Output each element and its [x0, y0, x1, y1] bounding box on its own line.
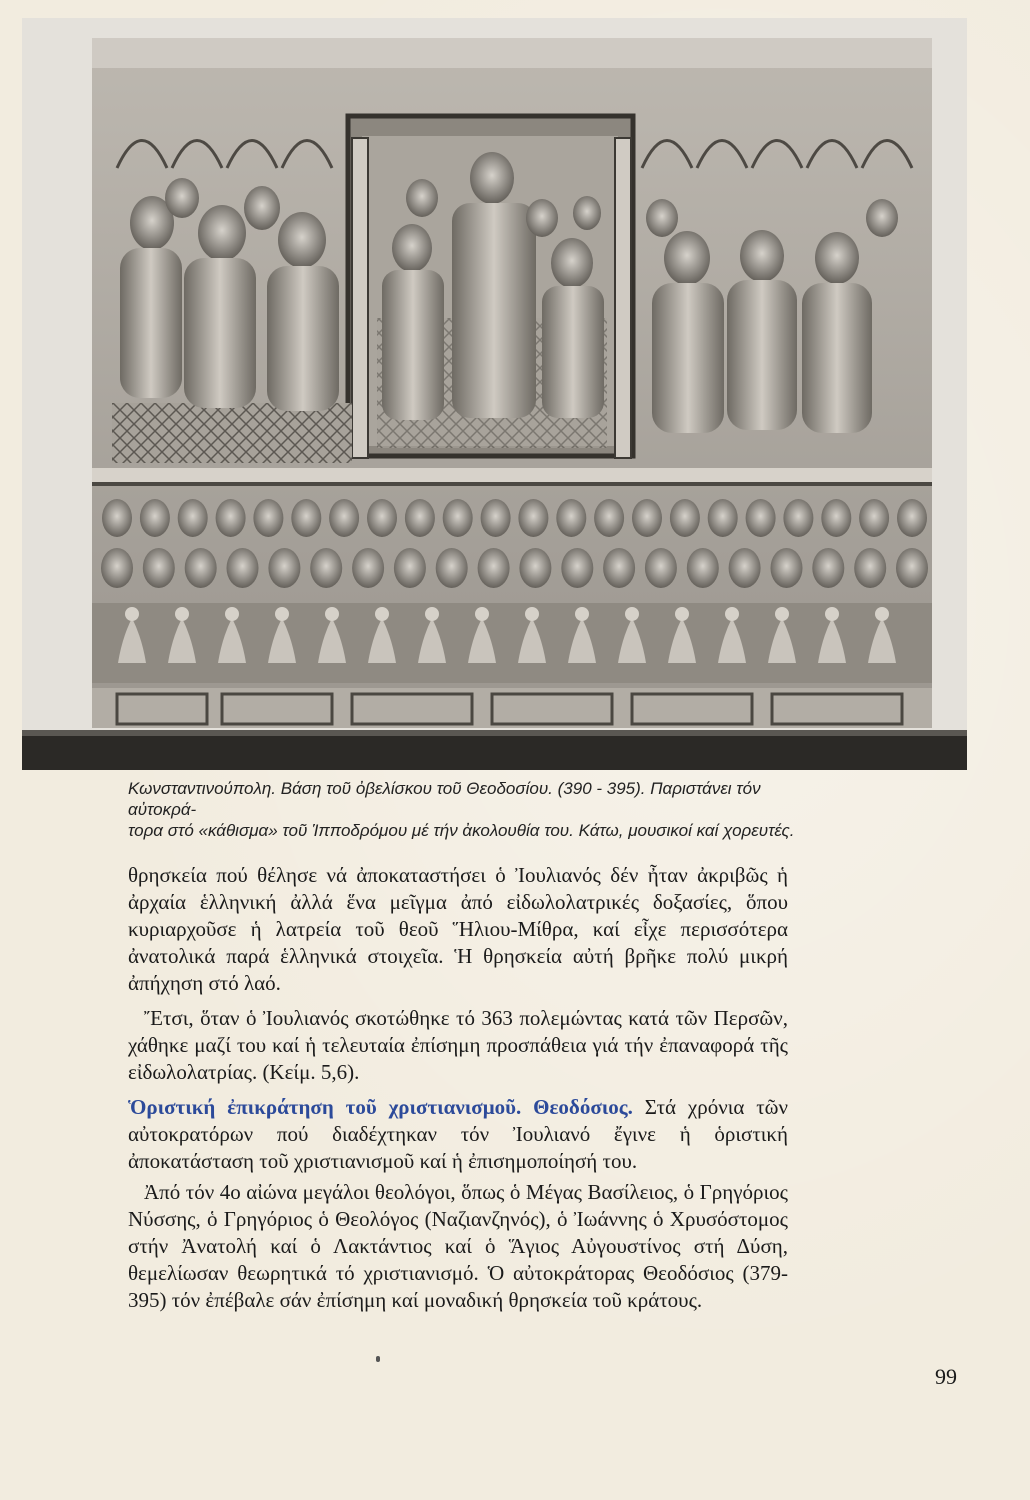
caption-line-1: Κωνσταντινούπολη. Βάση τοῦ ὀβελίσκου τοῦ Θεοδοσίου. (390 - 395). Παριστάνει τόν αὐτοκρά- [128, 779, 761, 819]
relief-head [687, 548, 719, 588]
relief-dancer-head [225, 607, 239, 621]
paragraph-4: Ἀπό τόν 4ο αἰώνα μεγάλοι θεολόγοι, ὅπως ὁ Μέγας Βασίλειος, ὁ Γρηγόριος Νύσσης, ὁ Γρηγόριος ὁ Θεολόγος (Ναζιανζηνός), ὁ Ἰωάννης ὁ Χρυσόστομος στήν Ἀνατολή καί ὁ Λακτάντιος καί ὁ Ἅγιος Αὐγουστίνος στή Δύση, θεμελίωσαν θεωρητικά τό χριστιανισμό. Ὁ αὐτοκράτορας Θεοδόσιος (379-395) τόν ἐπέβαλε σάν ἐπίσημη καί μοναδική θρησκεία τοῦ κράτους. [128, 1180, 788, 1312]
photo-caption [128, 778, 798, 841]
section-heading: Ὁριστική ἐπικράτηση τοῦ χριστιανισμοῦ. Θεοδόσιος. [128, 1095, 633, 1119]
relief-head [443, 499, 473, 537]
relief-head [329, 499, 359, 537]
relief-head [561, 548, 593, 588]
relief-head [603, 548, 635, 588]
relief-head [854, 548, 886, 588]
caption-line-2: τορα στό «κάθισμα» τοῦ Ἱπποδρόμου μέ τήν ἀκολουθία του. Κάτω, μουσικοί καί χορευτές. [128, 821, 795, 840]
relief-head [812, 548, 844, 588]
relief-dancer-head [725, 607, 739, 621]
relief-head [896, 548, 928, 588]
relief-head [746, 499, 776, 537]
paragraph-1: θρησκεία πού θέλησε νά ἀποκαταστήσει ὁ Ἰουλιανός δέν ἦταν ἀκριβῶς ἡ ἀρχαία ἑλληνική ἀλλά ἕνα μεῖγμα ἀπό εἰδωλολατρικές δοξασίες, ὅπου κυριαρχοῦσε ἡ λατρεία τοῦ θεοῦ Ἥλιου-Μίθρα, καί εἶχε περισσότερα ἀνατολικά παρά ἑλληνικά στοιχεῖα. Ἡ θρησκεία αὐτή βρῆκε πολύ μικρή ἀπήχηση στό λαό. [128, 863, 788, 995]
relief-head [185, 548, 217, 588]
paragraph-3 [128, 1094, 788, 1175]
relief-head [519, 548, 551, 588]
relief-dancer-head [325, 607, 339, 621]
ink-speck [376, 1356, 380, 1362]
relief-head [478, 548, 510, 588]
paragraph-2: Ἔτσι, ὅταν ὁ Ἰουλιανός σκοτώθηκε τό 363 πολεμώντας κατά τῶν Περσῶν, χάθηκε μαζί του καί ἡ τελευταία ἐπίσημη προσπάθεια γιά τήν ἐπαναφορά τῆς εἰδωλολατρίας. (Κείμ. 5,6). [128, 1006, 788, 1084]
relief-dancer-head [375, 607, 389, 621]
relief-head [227, 548, 259, 588]
relief-head [405, 499, 435, 537]
relief-head [670, 499, 700, 537]
relief-photograph [22, 18, 967, 770]
relief-head [310, 548, 342, 588]
relief-head [821, 499, 851, 537]
relief-dancer-head [625, 607, 639, 621]
relief-head [594, 499, 624, 537]
relief-dancer-head [525, 607, 539, 621]
relief-dancer-head [275, 607, 289, 621]
relief-head [140, 499, 170, 537]
relief-dancer-head [175, 607, 189, 621]
relief-head [102, 499, 132, 537]
relief-head [481, 499, 511, 537]
relief-head [101, 548, 133, 588]
relief-dancer-head [425, 607, 439, 621]
relief-dancer-head [575, 607, 589, 621]
relief-head [897, 499, 927, 537]
relief-dancer-head [125, 607, 139, 621]
relief-head [394, 548, 426, 588]
relief-head [352, 548, 384, 588]
body-text [128, 862, 788, 1314]
relief-dancer-head [775, 607, 789, 621]
page-number: 99 [935, 1364, 957, 1389]
relief-head [859, 499, 889, 537]
relief-dancer-head [675, 607, 689, 621]
relief-dancer-head [825, 607, 839, 621]
obelisk-base-relief-image [22, 18, 967, 770]
relief-head [632, 499, 662, 537]
relief-head [783, 499, 813, 537]
relief-dancer-head [475, 607, 489, 621]
relief-head [518, 499, 548, 537]
relief-head [253, 499, 283, 537]
relief-head [645, 548, 677, 588]
relief-dancer-head [875, 607, 889, 621]
relief-head [216, 499, 246, 537]
relief-head [771, 548, 803, 588]
relief-head [178, 499, 208, 537]
relief-head [436, 548, 468, 588]
relief-head [708, 499, 738, 537]
relief-head [143, 548, 175, 588]
paragraph-3-body: Στά χρόνια τῶν αὐτοκρατόρων πού διαδέχτηκαν τόν Ἰουλιανό ἔγινε ἡ ὁριστική ἀποκατάσταση τοῦ χριστιανισμοῦ καί ἡ ἐπισημοποίησή του. [128, 1095, 788, 1173]
relief-head [556, 499, 586, 537]
relief-head [291, 499, 321, 537]
relief-head [268, 548, 300, 588]
relief-head [729, 548, 761, 588]
relief-head [367, 499, 397, 537]
